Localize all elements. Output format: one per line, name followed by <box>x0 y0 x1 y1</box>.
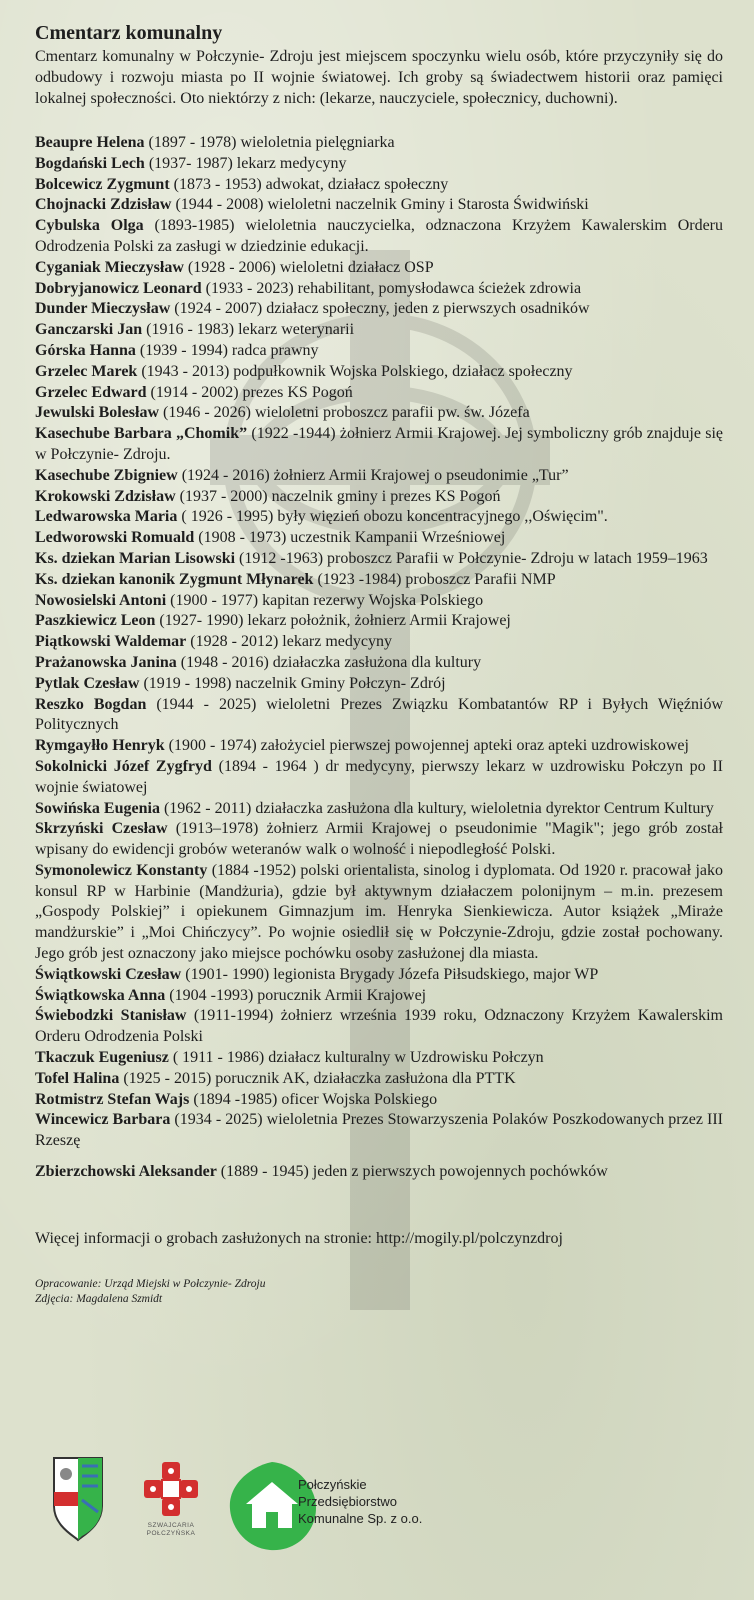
person-name: Świątkowska Anna <box>35 986 166 1004</box>
person-name: Sowińska Eugenia <box>35 799 160 817</box>
person-description: (1901- 1990) legionista Brygady Józefa Piłsudskiego, major WP <box>181 965 599 983</box>
person-description: (1913–1978) żołnierz Armii Krajowej o pseudonimie "Magik"; jego grób został wpisany do ewidencji grobów weteranów walk o wolność i niepodległość Polski. <box>35 820 724 859</box>
company-line-3: Komunalne Sp. z o.o. <box>298 1511 423 1526</box>
person-name: Ledworowski Romuald <box>35 529 195 547</box>
person-name: Dobryjanowicz Leonard <box>35 279 202 297</box>
person-description: (1922 -1944) żołnierz Armii Krajowej. Jej symboliczny grób znajduje się w Połczynie- Zdroju. <box>35 425 723 463</box>
person-name: Górska Hanna <box>35 341 136 359</box>
person-description: (1900 - 1977) kapitan rezerwy Wojska Polskiego <box>166 591 484 609</box>
person-description: ( 1911 - 1986) działacz kulturalny w Uzdrowisku Połczyn <box>168 1049 544 1067</box>
person-description: (1919 - 1998) naczelnik Gminy Połczyn- Zdrój <box>139 674 446 692</box>
burial-entry <box>35 819 723 861</box>
burial-entry <box>35 1048 723 1069</box>
burial-entry <box>35 216 723 258</box>
burial-entry <box>35 695 723 737</box>
person-description: (1873 - 1953) adwokat, działacz społeczny <box>169 175 449 193</box>
burial-entry <box>35 383 723 404</box>
company-name <box>298 1476 422 1527</box>
burial-entry <box>35 570 723 591</box>
burial-entry <box>35 279 723 300</box>
burial-entry <box>35 1090 723 1111</box>
person-description: (1924 - 2016) żołnierz Armii Krajowej o pseudonimie „Tur” <box>177 466 569 484</box>
person-description: (1944 - 2008) wieloletni naczelnik Gminy i Starosta Świdwiński <box>171 196 589 214</box>
person-name: Bolcewicz Zygmunt <box>35 175 170 193</box>
person-description: (1904 -1993) porucznik Armii Krajowej <box>165 986 427 1004</box>
burial-entry <box>35 175 723 196</box>
person-name: Dunder Mieczysław <box>35 300 171 318</box>
person-name: Chojnacki Zdzisław <box>35 196 172 214</box>
person-description: (1894 -1985) oficer Wojska Polskiego <box>189 1090 438 1108</box>
person-name: Zbierzchowski Aleksander <box>35 1163 217 1181</box>
person-description: (1946 - 2026) wieloletni proboszcz parafii pw. św. Józefa <box>159 404 530 422</box>
burial-entry <box>35 362 723 383</box>
person-description: (1916 - 1983) lekarz weterynarii <box>142 321 355 339</box>
person-name: Sokolnicki Józef Zygfryd <box>35 757 212 775</box>
page-title: Cmentarz komunalny <box>35 22 223 44</box>
person-name: Kasechube Zbigniew <box>35 466 178 484</box>
swiss-caption-2: POŁCZYŃSKA <box>146 1530 196 1537</box>
burial-entry <box>35 466 723 487</box>
burial-entry <box>35 632 723 653</box>
credits-photos: Zdjęcia: Magdalena Szmidt <box>35 1292 163 1305</box>
person-description: (1933 - 2023) rehabilitant, pomysłodawca ścieżek zdrowia <box>201 279 582 297</box>
person-name: Beaupre Helena <box>35 134 145 151</box>
burial-entry <box>35 195 723 216</box>
person-name: Skrzyński Czesław <box>35 820 168 838</box>
logos-row <box>52 1456 712 1556</box>
person-name: Pytlak Czesław <box>35 674 140 692</box>
person-description: (1925 - 2015) porucznik AK, działaczka zasłużona dla PTTK <box>119 1069 516 1087</box>
burial-entry <box>35 757 723 799</box>
company-line-2: Przedsiębiorstwo <box>298 1494 397 1509</box>
burial-entry <box>35 799 723 820</box>
person-description: (1962 - 2011) działaczka zasłużona dla kultury, wieloletnia dyrektor Centrum Kultury <box>159 799 714 817</box>
burial-entry <box>35 258 723 279</box>
burial-entry <box>35 736 723 757</box>
burial-entry <box>35 403 723 424</box>
person-description: (1944 - 2025) wieloletni Prezes Związku Kombatantów RP i Byłych Więźniów Politycznych <box>35 695 723 734</box>
person-name: Reszko Bogdan <box>35 695 147 713</box>
person-description: (1908 - 1973) uczestnik Kampanii Wrześniowej <box>194 529 506 547</box>
burial-entry <box>35 1069 723 1090</box>
burial-entry <box>35 986 723 1007</box>
person-description: (1914 - 2002) prezes KS Pogoń <box>146 383 353 401</box>
person-name: Grzelec Edward <box>35 383 147 401</box>
burial-entry <box>35 611 723 632</box>
person-description: (1897 - 1978) wieloletnia pielęgniarka <box>144 134 395 151</box>
company-line-1: Połczyńskie <box>298 1477 367 1492</box>
person-description: (1923 -1984) proboszcz Parafii NMP <box>313 570 556 588</box>
burial-entry <box>35 320 723 341</box>
burial-entry <box>35 154 723 175</box>
burial-entry <box>35 424 723 466</box>
swiss-caption-1: SZWAJCARIA <box>147 1522 195 1529</box>
burial-entry <box>35 1162 723 1183</box>
person-description: (1912 -1963) proboszcz Parafii w Połczynie- Zdroju w latach 1959–1963 <box>235 549 708 567</box>
person-name: Tkaczuk Eugeniusz <box>35 1049 169 1067</box>
burial-entry <box>35 861 723 965</box>
person-description: (1948 - 2016) działaczka zasłużona dla kultury <box>176 653 482 671</box>
person-description: (1934 - 2025) wieloletnia Prezes Stowarzyszenia Polaków Poszkodowanych przez III Rzeszę <box>35 1111 724 1150</box>
person-name: Piątkowski Waldemar <box>35 633 187 651</box>
person-description: (1927- 1990) lekarz położnik, żołnierz Armii Krajowej <box>155 612 511 630</box>
burial-entry <box>35 549 723 570</box>
person-name: Grzelec Marek <box>35 362 138 380</box>
person-description: (1928 - 2006) wieloletni działacz OSP <box>183 258 434 276</box>
burial-entry <box>35 965 723 986</box>
person-description: (1911-1994) żołnierz września 1939 roku, Odznaczony Krzyżem Kawalerskim Orderu Odrodzenia Polski <box>35 1007 723 1046</box>
person-description: (1894 - 1964 ) dr medycyny, pierwszy lekarz w uzdrowisku Połczyn po II wojnie światowej <box>35 757 724 796</box>
person-description: (1943 - 2013) podpułkownik Wojska Polskiego, działacz społeczny <box>137 362 573 380</box>
swiss-cross-icon <box>144 1458 198 1520</box>
swiss-logo <box>144 1458 198 1554</box>
person-name: Prażanowska Janina <box>35 653 177 671</box>
person-name: Świątkowski Czesław <box>35 965 182 983</box>
person-name: Tofel Halina <box>35 1069 120 1087</box>
intro-paragraph: Cmentarz komunalny w Połczynie- Zdroju jest miejscem spoczynku wielu osób, które przyczyniły się do odbudowy i rozwoju miasta po II wojnie światowej. Ich groby są świadectwem historii oraz pamięci lokalnej społeczności. Oto niektórzy z nich: (lekarze, nauczyciele, społecznicy, duchowni). <box>35 48 723 107</box>
person-name: Ganczarski Jan <box>35 321 143 339</box>
person-name: Jewulski Bolesław <box>35 404 160 422</box>
person-name: Symonolewicz Konstanty <box>35 861 208 879</box>
person-description: ( 1926 - 1995) były więzień obozu koncentracyjnego ,,Oświęcim". <box>177 508 608 526</box>
person-description: (1884 -1952) polski orientalista, sinolog i dyplomata. Od 1920 r. pracował jako konsul RP w Harbinie (Mandżuria), gdzie był aktywnym działaczem polonijnym – m.in. prezesem „Gospody Polskiej” i opiekunem Gimnazjum im. Henryka Sienkiewicza. Autor książek „Miraże mandżurskie” i „Moi Chińczycy”. Po wojnie osiedlił się w Połczynie-Zdroju, gdzie został pochowany. Jego grób jest oznaczony jako miejsce pochówku osoby zasłużonej dla miasta. <box>35 861 724 963</box>
person-name: Ledwarowska Maria <box>35 508 178 526</box>
burial-entry <box>35 653 723 674</box>
person-name: Cybulska Olga <box>35 217 144 235</box>
main-content <box>35 22 723 1307</box>
burial-entry <box>35 528 723 549</box>
person-name: Wincewicz Barbara <box>35 1111 171 1129</box>
person-description: (1900 - 1974) założyciel pierwszej powojennej apteki oraz apteki uzdrowiskowej <box>164 737 689 755</box>
person-name: Krokowski Zdzisław <box>35 487 176 505</box>
person-name: Kasechube Barbara „Chomik” <box>35 425 248 443</box>
person-name: Bogdański Lech <box>35 154 145 172</box>
person-description: (1893-1985) wieloletnia nauczycielka, odznaczona Krzyżem Kawalerskim Orderu Odrodzenia Polski za zasługi w dziedzinie edukacji. <box>35 217 724 255</box>
person-description: (1924 - 2007) działacz społeczny, jeden z pierwszych osadników <box>170 300 590 318</box>
burial-entry <box>35 341 723 362</box>
person-name: Paszkiewicz Leon <box>35 612 156 630</box>
person-name: Rotmistrz Stefan Wajs <box>35 1090 190 1108</box>
person-description: (1889 - 1945) jeden z pierwszych powojennych pochówków <box>216 1163 608 1181</box>
coat-of-arms-icon <box>52 1456 104 1542</box>
person-name: Cyganiak Mieczysław <box>35 258 184 276</box>
person-name: Świebodzki Stanisław <box>35 1007 187 1025</box>
person-name: Ks. dziekan kanonik Zygmunt Młynarek <box>35 570 314 588</box>
burial-entry <box>35 1006 723 1048</box>
person-name: Ks. dziekan Marian Lisowski <box>35 549 236 567</box>
burial-entry <box>35 299 723 320</box>
person-description: (1937 - 2000) naczelnik gminy i prezes KS Pogoń <box>175 487 501 505</box>
burial-entry <box>35 674 723 695</box>
burial-entry <box>35 591 723 612</box>
more-info-link-text: Więcej informacji o grobach zasłużonych na stronie: http://mogily.pl/polczynzdroj <box>35 1229 563 1247</box>
credits <box>35 1277 723 1307</box>
person-description: (1939 - 1994) radca prawny <box>135 341 319 359</box>
burial-entry <box>35 133 723 154</box>
burial-entry <box>35 1110 723 1152</box>
burial-entry <box>35 507 723 528</box>
credits-prepared: Opracowanie: Urząd Miejski w Połczynie- Zdroju <box>35 1277 266 1290</box>
person-description: (1937- 1987) lekarz medycyny <box>144 154 347 172</box>
person-description: (1928 - 2012) lekarz medycyny <box>186 633 392 651</box>
person-name: Nowosielski Antoni <box>35 591 167 609</box>
burial-entry <box>35 487 723 508</box>
person-name: Rymgayłło Henryk <box>35 737 165 755</box>
burial-list <box>35 133 723 1183</box>
